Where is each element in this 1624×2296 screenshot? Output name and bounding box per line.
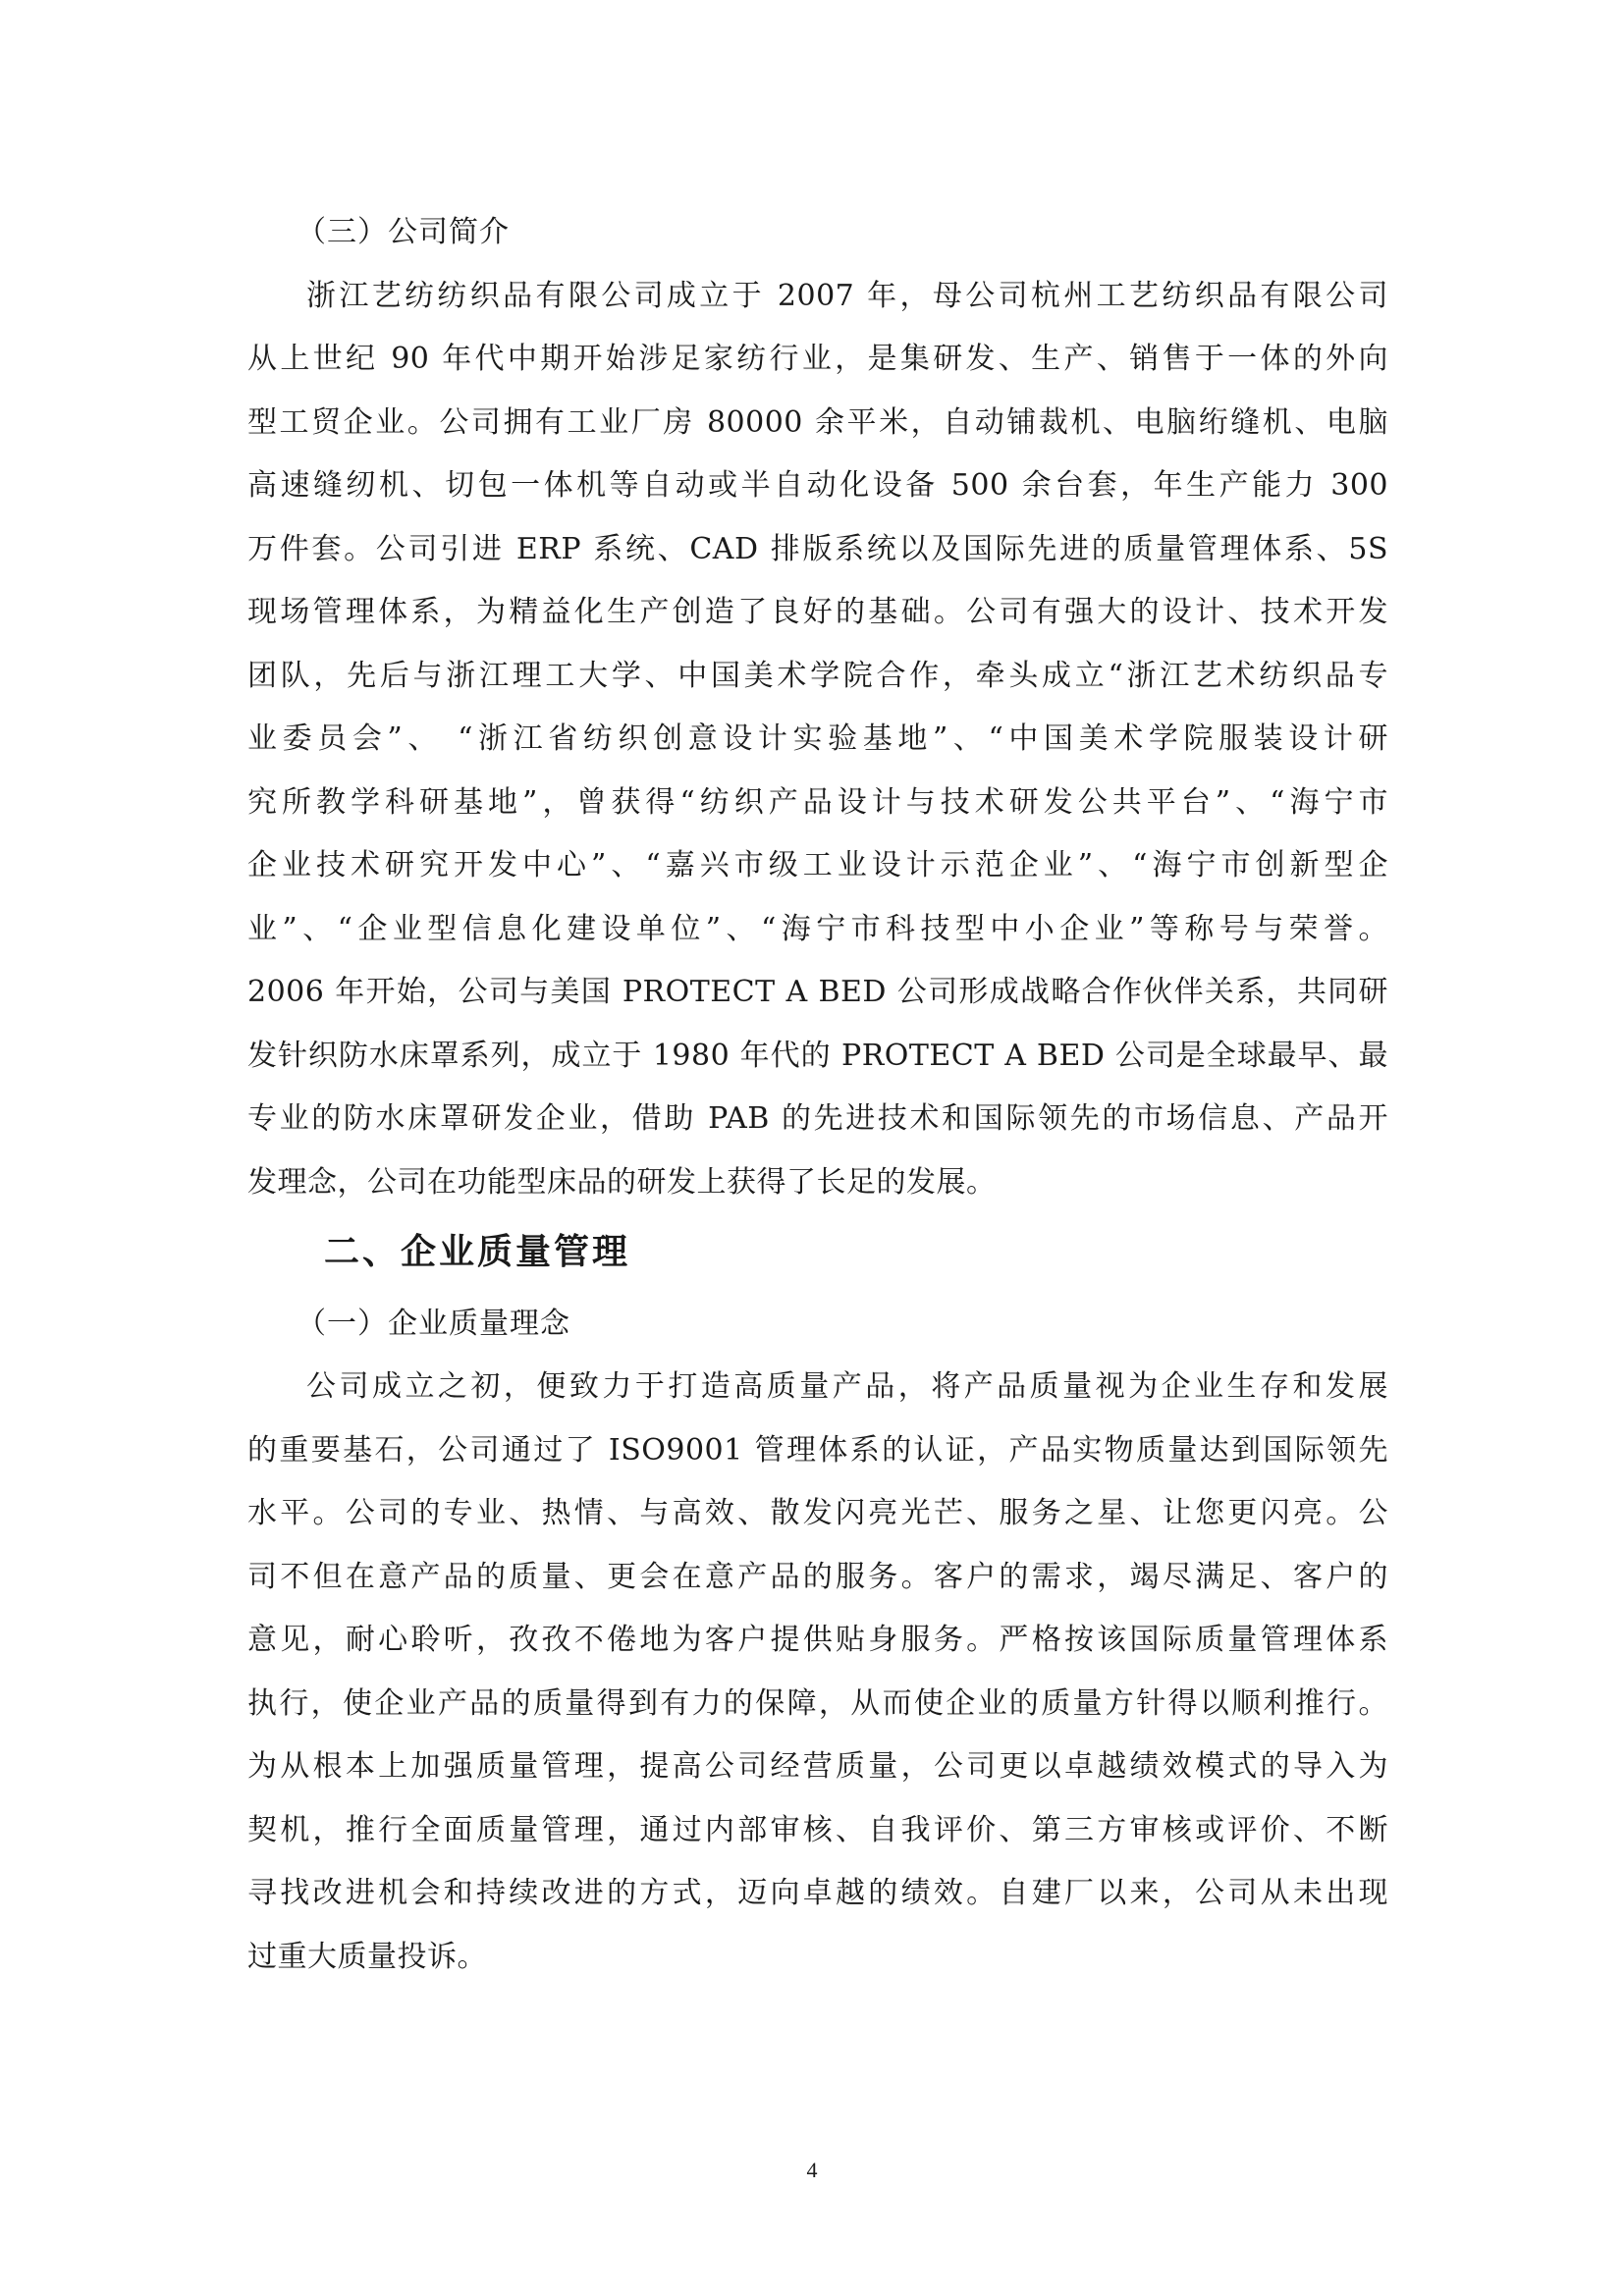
paragraph-line: 团队，先后与浙江理工大学、中国美术学院合作，牵头成立“浙江艺术纺织品专	[247, 658, 1388, 693]
paragraph-line: 过重大质量投诉。	[247, 1939, 487, 1974]
paragraph-line: 公司成立之初，便致力于打造高质量产品，将产品质量视为企业生存和发展	[306, 1369, 1388, 1404]
paragraph-line: 为从根本上加强质量管理，提高公司经营质量，公司更以卓越绩效模式的导入为	[247, 1749, 1388, 1784]
quality-concept-heading: （一）企业质量理念	[297, 1306, 570, 1341]
paragraph-line: 发针织防水床罩系列，成立于 1980 年代的 PROTECT A BED 公司是全球最早、最	[247, 1038, 1388, 1073]
page-body	[247, 201, 1388, 1989]
paragraph-line: 专业的防水床罩研发企业，借助 PAB 的先进技术和国际领先的市场信息、产品开	[247, 1101, 1388, 1136]
paragraph-line: 发理念，公司在功能型床品的研发上获得了长足的发展。	[247, 1164, 997, 1200]
paragraph-line: 究所教学科研基地”，曾获得“纺织产品设计与技术研发公共平台”、“海宁市	[247, 784, 1388, 820]
paragraph-line: 业委员会”、 “浙江省纺织创意设计实验基地”、“中国美术学院服装设计研	[247, 721, 1388, 756]
paragraph-line: 的重要基石，公司通过了 ISO9001 管理体系的认证，产品实物质量达到国际领先	[247, 1432, 1388, 1468]
paragraph-line: 2006 年开始，公司与美国 PROTECT A BED 公司形成战略合作伙伴关系，共同研	[247, 975, 1388, 1009]
paragraph-line: 企业技术研究开发中心”、“嘉兴市级工业设计示范企业”、“海宁市创新型企	[247, 848, 1388, 882]
paragraph-line: 高速缝纫机、切包一体机等自动或半自动化设备 500 余台套，年生产能力 300	[247, 468, 1388, 503]
paragraph-line: 寻找改进机会和持续改进的方式，迈向卓越的绩效。自建厂以来，公司从未出现	[247, 1876, 1388, 1910]
quality-concept-paragraph	[247, 1356, 1388, 1989]
paragraph-line: 浙江艺纺纺织品有限公司成立于 2007 年，母公司杭州工艺纺织品有限公司	[306, 278, 1388, 313]
paragraph-line: 意见，耐心聆听，孜孜不倦地为客户提供贴身服务。严格按该国际质量管理体系	[247, 1623, 1388, 1657]
quality-management-section-title: 二、企业质量管理	[324, 1232, 631, 1272]
page-number: 4	[806, 2158, 818, 2182]
paragraph-line: 执行，使企业产品的质量得到有力的保障，从而使企业的质量方针得以顺利推行。	[247, 1685, 1388, 1721]
paragraph-line: 万件套。公司引进 ERP 系统、CAD 排版系统以及国际先进的质量管理体系、5S	[247, 531, 1388, 566]
paragraph-line: 现场管理体系，为精益化生产创造了良好的基础。公司有强大的设计、技术开发	[247, 595, 1388, 629]
paragraph-line: 契机，推行全面质量管理，通过内部审核、自我评价、第三方审核或评价、不断	[247, 1812, 1388, 1847]
paragraph-line: 业”、“企业型信息化建设单位”、“海宁市科技型中小企业”等称号与荣誉。	[247, 911, 1388, 946]
paragraph-line: 水平。公司的专业、热情、与高效、散发闪亮光芒、服务之星、让您更闪亮。公	[247, 1496, 1388, 1530]
paragraph-line: 型工贸企业。公司拥有工业厂房 80000 余平米，自动铺裁机、电脑绗缝机、电脑	[247, 404, 1388, 440]
paragraph-line: 司不但在意产品的质量、更会在意产品的服务。客户的需求，竭尽满足、客户的	[247, 1559, 1388, 1594]
paragraph-line: 从上世纪 90 年代中期开始涉足家纺行业，是集研发、生产、销售于一体的外向	[247, 342, 1388, 376]
company-intro-heading: （三）公司简介	[297, 215, 510, 249]
company-intro-paragraph	[247, 265, 1388, 1215]
